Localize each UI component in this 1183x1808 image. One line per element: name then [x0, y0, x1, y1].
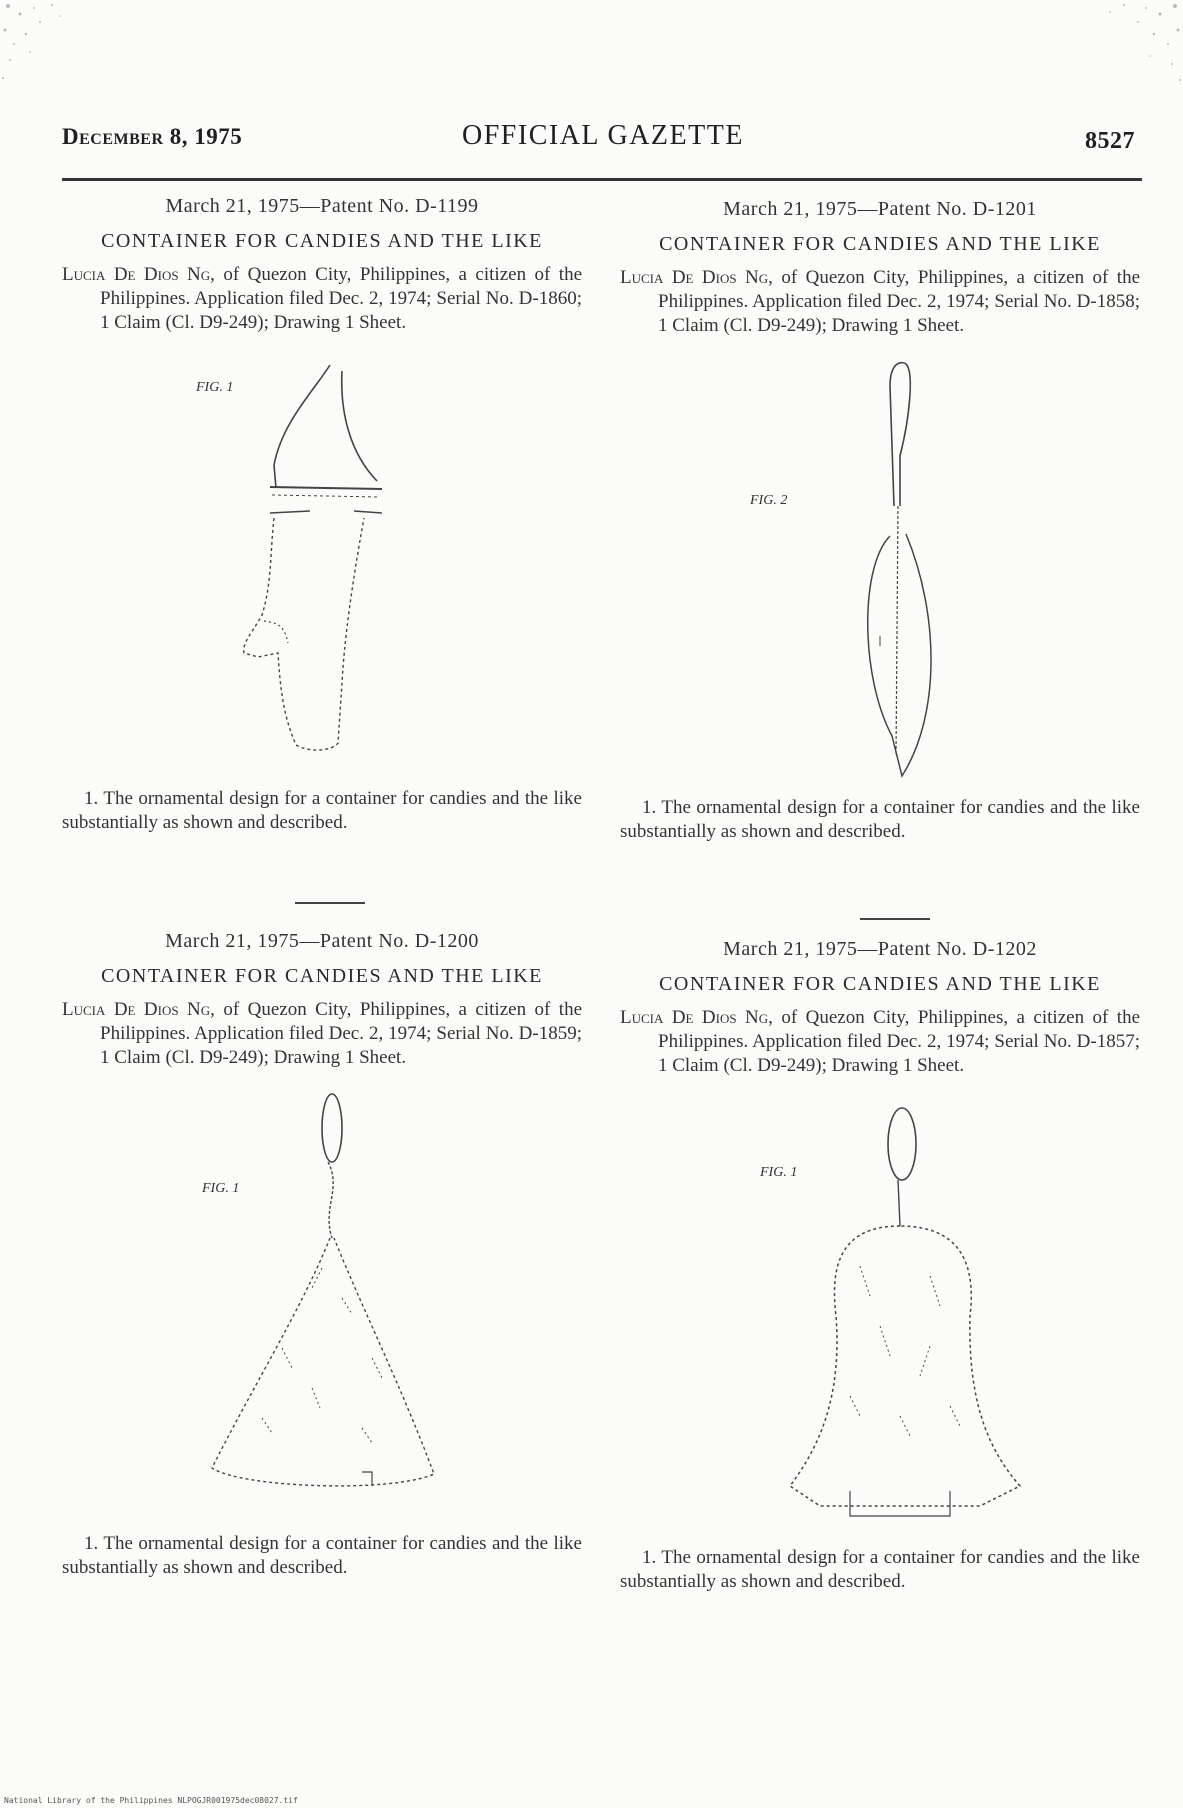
patent-claim: 1. The ornamental design for a container for candies and the like substantially as shown and described.	[620, 1547, 1140, 1592]
application-details: of Quezon City, Philippines, a citizen of the Philippines. Application filed Dec. 2, 1974; Serial No. D-1858; 1 Claim (Cl. D9-249); Drawing 1 Sheet.	[658, 267, 1140, 336]
patent-title: CONTAINER FOR CANDIES AND THE LIKE	[659, 233, 1101, 255]
patent-title: CONTAINER FOR CANDIES AND THE LIKE	[101, 230, 543, 252]
entry-separator	[860, 918, 930, 920]
entry-separator	[295, 902, 365, 904]
page-number: 8527	[1085, 128, 1135, 154]
patent-application	[62, 998, 582, 1070]
scan-speckle-right	[1050, 0, 1183, 95]
cone-container-drawing	[172, 1088, 472, 1528]
patent-claim: 1. The ornamental design for a container for candies and the like substantially as shown and described.	[620, 797, 1140, 842]
issue-date: December 8, 1975	[62, 124, 243, 149]
scan-speckle-left	[0, 0, 90, 95]
inventor-name: Lucia De Dios Ng,	[62, 264, 215, 285]
patent-entry-d1200	[62, 930, 582, 1580]
header-rule	[62, 178, 1142, 181]
figure-label: FIG. 2	[750, 493, 788, 508]
leaf-container-drawing	[750, 356, 1010, 796]
patent-date-line: March 21, 1975—Patent No. D-1202	[723, 938, 1037, 960]
inventor-name: Lucia De Dios Ng,	[620, 267, 773, 288]
patent-date-line: March 21, 1975—Patent No. D-1200	[165, 930, 479, 952]
patent-date-line: March 21, 1975—Patent No. D-1201	[723, 198, 1037, 220]
publication-title: OFFICIAL GAZETTE	[462, 120, 744, 151]
patent-entry-d1199	[62, 195, 582, 835]
figure-label: FIG. 1	[202, 1181, 240, 1196]
patent-claim: 1. The ornamental design for a container for candies and the like substantially as shown and described.	[62, 1533, 582, 1578]
bell-container-drawing	[730, 1096, 1030, 1546]
patent-entry-d1202	[620, 938, 1140, 1594]
figure-label: FIG. 1	[760, 1165, 798, 1180]
inventor-name: Lucia De Dios Ng,	[62, 999, 215, 1020]
mitten-container-drawing	[192, 353, 452, 783]
scan-footer: National Library of the Philippines NLPOGJR001975dec08027.tif	[4, 1796, 298, 1805]
patent-date-line: March 21, 1975—Patent No. D-1199	[165, 195, 479, 217]
patent-entry-d1201	[620, 198, 1140, 844]
application-details: of Quezon City, Philippines, a citizen of the Philippines. Application filed Dec. 2, 1974; Serial No. D-1860; 1 Claim (Cl. D9-249); Drawing 1 Sheet.	[100, 264, 582, 333]
figure-label: FIG. 1	[196, 380, 234, 395]
patent-claim: 1. The ornamental design for a container for candies and the like substantially as shown and described.	[62, 788, 582, 833]
patent-application	[620, 266, 1140, 338]
application-details: of Quezon City, Philippines, a citizen of the Philippines. Application filed Dec. 2, 1974; Serial No. D-1859; 1 Claim (Cl. D9-249); Drawing 1 Sheet.	[100, 999, 582, 1068]
patent-title: CONTAINER FOR CANDIES AND THE LIKE	[101, 965, 543, 987]
patent-application	[62, 263, 582, 335]
inventor-name: Lucia De Dios Ng,	[620, 1007, 773, 1028]
patent-title: CONTAINER FOR CANDIES AND THE LIKE	[659, 973, 1101, 995]
application-details: of Quezon City, Philippines, a citizen of the Philippines. Application filed Dec. 2, 1974; Serial No. D-1857; 1 Claim (Cl. D9-249); Drawing 1 Sheet.	[658, 1007, 1140, 1076]
patent-application	[620, 1006, 1140, 1078]
